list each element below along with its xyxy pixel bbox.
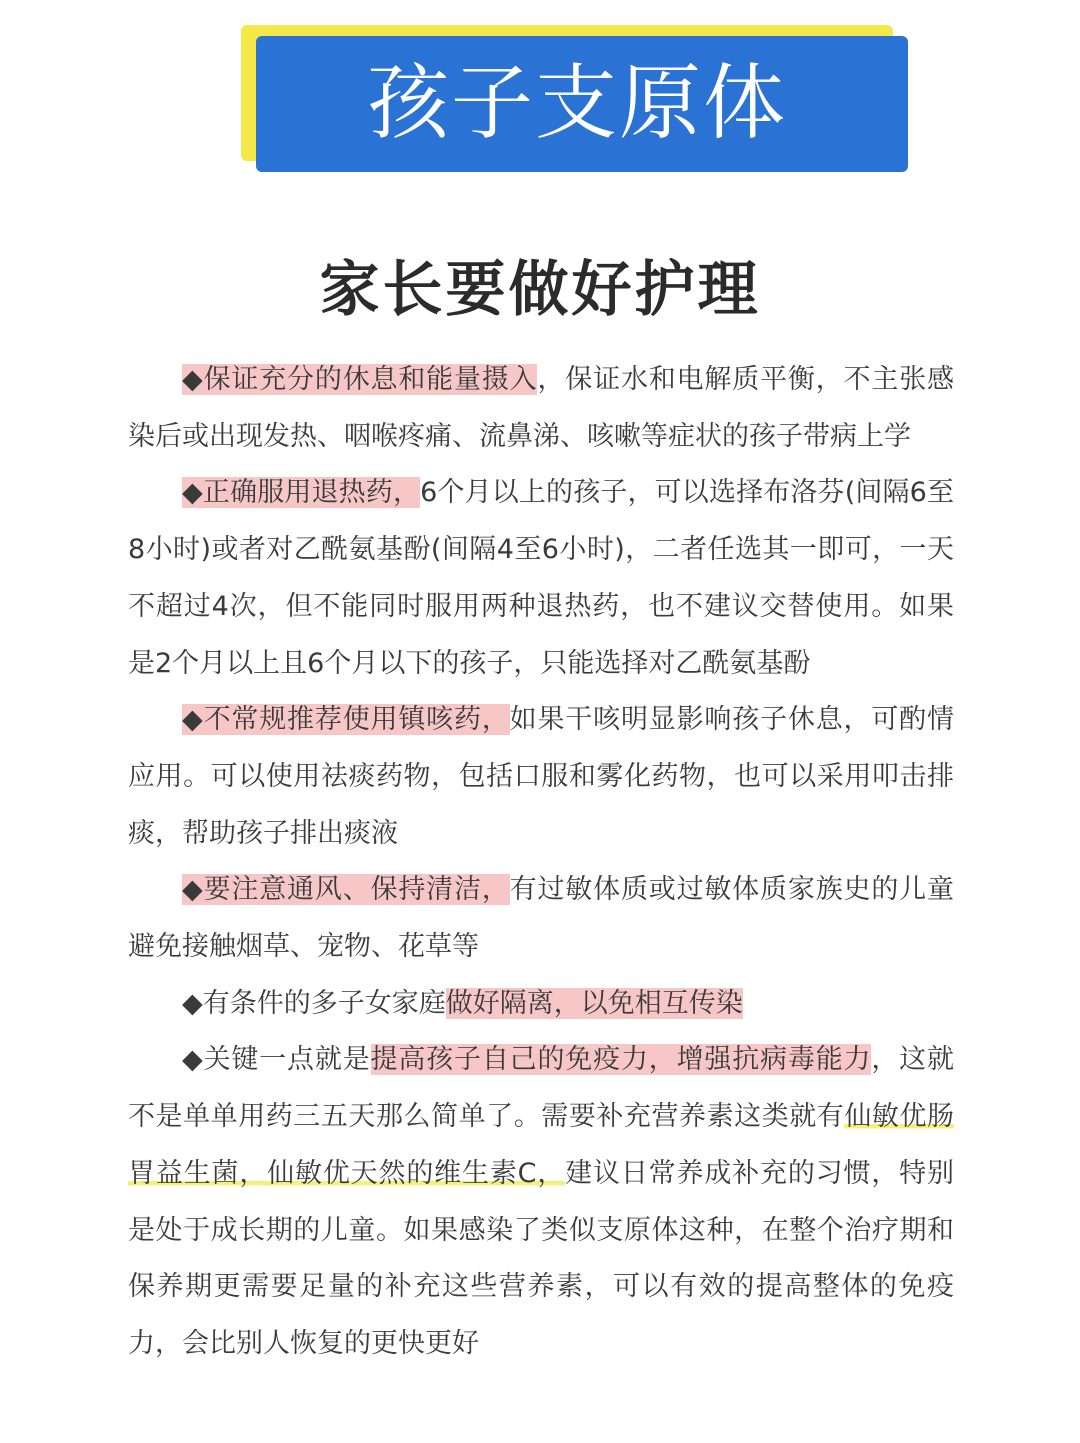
paragraph-rest-nutrition	[128, 352, 954, 465]
body-text: 如果干咳明显影响孩子休息，可酌情应用。可以使用祛痰药物，包括口服和雾化药物，也可以采用叩击排痰，帮助孩子排出痰液	[128, 704, 955, 849]
highlight-text: 做好隔离，以免相互传染	[445, 987, 743, 1019]
highlight-text: 提高孩子自己的免疫力，增强抗病毒能力	[370, 1044, 872, 1076]
paragraph-antipyretic	[128, 465, 954, 692]
section-heading: 家长要做好护理	[319, 255, 761, 325]
body-text: ，保证水和电解质平衡，不主张感染后或出现发热、咽喉疼痛、流鼻涕、咳嗽等症状的孩子带病上学	[128, 364, 955, 452]
paragraph-isolation	[128, 976, 954, 1033]
article-body	[128, 352, 954, 1373]
underlined-text: 仙敏优肠胃益生菌，仙敏优天然的维生素C，	[128, 1101, 954, 1189]
body-text: ◆有条件的多子女家庭	[182, 987, 446, 1019]
body-text: ◆关键一点就是	[182, 1044, 371, 1076]
page-title: 孩子支原体	[366, 56, 787, 151]
title-banner	[256, 36, 908, 172]
paragraph-ventilation	[128, 862, 954, 975]
body-text: ，这就不是单单用药三五天那么简单了。需要补充营养素这类就有	[128, 1044, 955, 1133]
paragraph-cough-medicine	[128, 692, 954, 862]
body-text: 有过敏体质或过敏体质家族史的儿童避免接触烟草、宠物、花草等	[128, 874, 955, 963]
paragraph-immunity	[128, 1032, 954, 1372]
highlight-text: ◆正确服用退热药，	[182, 477, 421, 509]
highlight-text: ◆不常规推荐使用镇咳药，	[182, 704, 510, 736]
body-text: 6个月以上的孩子，可以选择布洛芬(间隔6至8小时)或者对乙酰氨基酚(间隔4至6小时)，二者任选其一即可，一天不超过4次，但不能同时服用两种退热药，也不建议交替使用。如果是2个月以上且6个月以下的孩子，只能选择对乙酰氨基酚	[128, 477, 955, 679]
body-text: 建议日常养成补充的习惯，特别是处于成长期的儿童。如果感染了类似支原体这种，在整个治疗期和保养期更需要足量的补充这些营养素，可以有效的提高整体的免疫力，会比别人恢复的更快更好	[128, 1157, 954, 1359]
highlight-text: ◆要注意通风、保持清洁，	[182, 874, 510, 906]
highlight-text: ◆保证充分的休息和能量摄入	[182, 364, 538, 395]
